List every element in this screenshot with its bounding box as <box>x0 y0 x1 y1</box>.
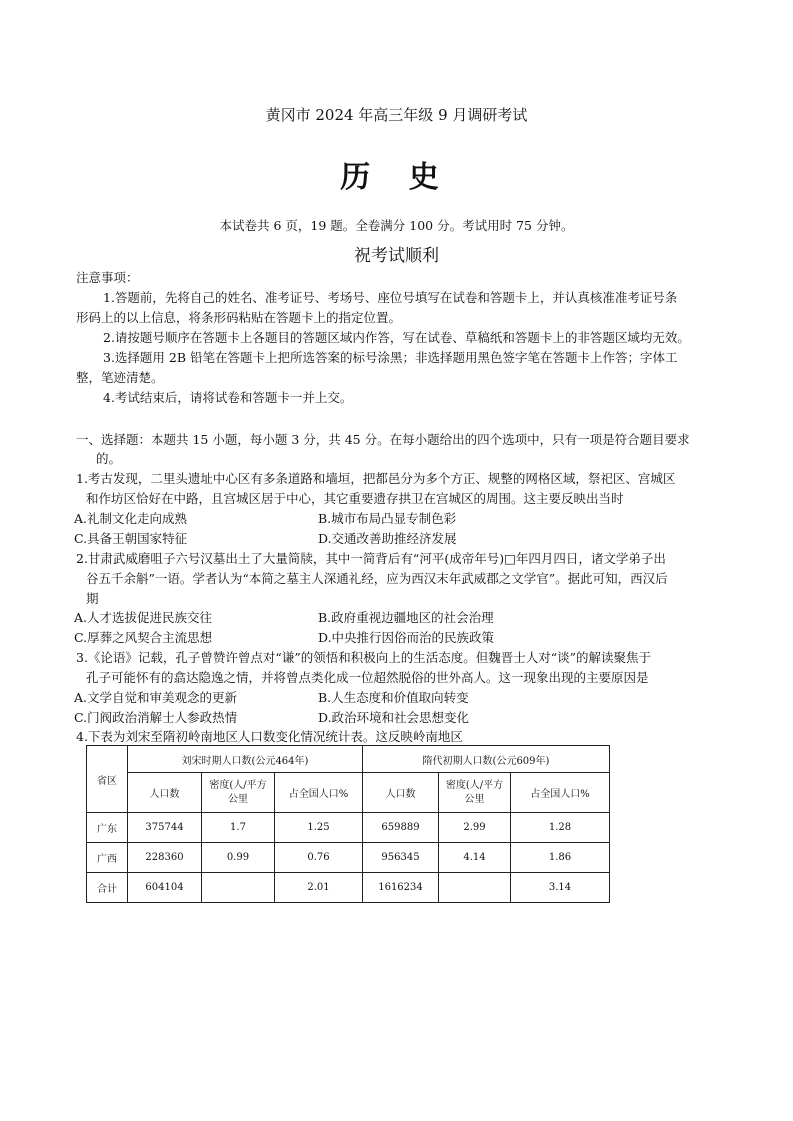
table-cell: 956345 <box>363 843 439 873</box>
question-2-option-a: A.人才选拔促进民族交往 <box>74 610 213 625</box>
table-cell: 228360 <box>128 843 202 873</box>
subject-title: 历 史 <box>340 160 453 195</box>
table-cell: 1.86 <box>511 843 610 873</box>
question-4-stem: 4.下表为刘宋至隋初岭南地区人口数变化情况统计表。这反映岭南地区 <box>76 729 463 744</box>
question-3-stem: 孔子可能怀有的翕达隐逸之情，并将曾点类化成一位超然脱俗的世外高人。这一现象出现的主要原因是 <box>86 670 649 685</box>
exam-info: 本试卷共 6 页，19 题。全卷满分 100 分。考试用时 75 分钟。 <box>219 218 574 233</box>
table-cell <box>202 873 275 903</box>
question-1-option-b: B.城市布局凸显专制色彩 <box>318 511 457 526</box>
table-cell: 0.76 <box>275 843 363 873</box>
question-1-stem: 和作坊区恰好在中路，且宫城区居于中心，其它重要遗存拱卫在宫城区的周围。这主要反映出当时 <box>86 491 624 506</box>
table-row <box>87 843 610 873</box>
table-cell <box>439 873 511 903</box>
table-cell: 0.99 <box>202 843 275 873</box>
question-3-option-d: D.政治环境和社会思想变化 <box>318 710 470 725</box>
table-header-group-sui: 隋代初期人口数(公元609年) <box>363 746 610 773</box>
notice-line: 4.考试结束后，请将试卷和答题卡一并上交。 <box>103 390 353 405</box>
table-subheader: 密度(人/平方公里 <box>439 773 511 813</box>
section-heading-cont: 的。 <box>96 451 122 466</box>
exam-title: 黄冈市 2024 年高三年级 9 月调研考试 <box>265 106 528 124</box>
table-row-name: 合计 <box>87 873 128 903</box>
table-row <box>87 873 610 903</box>
question-2-stem: 谷五千余斛”一语。学者认为“本简之墓主人深通礼经，应为西汉末年武威郡之文学官”。据此可知，西汉后 <box>86 571 668 586</box>
table-header-group-song: 刘宋时期人口数(公元464年) <box>128 746 363 773</box>
table-cell: 659889 <box>363 813 439 843</box>
table-cell: 1.25 <box>275 813 363 843</box>
question-2-option-d: D.中央推行因俗而治的民族政策 <box>318 630 495 645</box>
table-subheader: 人口数 <box>128 773 202 813</box>
question-3-option-b: B.人生态度和价值取向转变 <box>318 690 469 705</box>
table-cell: 2.99 <box>439 813 511 843</box>
question-2-option-c: C.厚葬之风契合主流思想 <box>74 630 213 645</box>
table-cell: 1.28 <box>511 813 610 843</box>
notice-line: 2.请按题号顺序在答题卡上各题目的答题区域内作答，写在试卷、草稿纸和答题卡上的非答题区域均无效。 <box>103 330 690 345</box>
table-cell: 375744 <box>128 813 202 843</box>
table-subheader: 占全国人口% <box>275 773 363 813</box>
question-1-stem: 1.考古发现，二里头遗址中心区有多条道路和墙垣，把都邑分为多个方正、规整的网格区域，祭祀区、宫城区 <box>76 471 676 486</box>
table-cell: 4.14 <box>439 843 511 873</box>
notice-line: 1.答题前，先将自己的姓名、准考证号、考场号、座位号填写在试卷和答题卡上，并认真核准准考证号条 <box>103 290 678 305</box>
table-subheader: 人口数 <box>363 773 439 813</box>
table-cell: 1616234 <box>363 873 439 903</box>
table-row-name: 广西 <box>87 843 128 873</box>
table-header-province: 省区 <box>87 746 128 813</box>
question-1-option-a: A.礼制文化走向成熟 <box>74 511 188 526</box>
notice-line: 整，笔迹清楚。 <box>76 370 164 385</box>
notice-line: 3.选择题用 2B 铅笔在答题卡上把所选答案的标号涂黑；非选择题用黑色签字笔在答题卡上作答；字体工 <box>103 350 678 365</box>
table-row <box>87 813 610 843</box>
question-1-option-d: D.交通改善助推经济发展 <box>318 531 457 546</box>
table-cell: 3.14 <box>511 873 610 903</box>
population-table <box>86 745 610 903</box>
question-2-stem: 2.甘肃武威磨咀子六号汉墓出土了大量简牍，其中一简背后有“河平(成帝年号)□年四月四日，诸文学弟子出 <box>76 551 666 566</box>
question-2-stem: 期 <box>86 591 99 606</box>
table-subheader: 占全国人口% <box>511 773 610 813</box>
table-cell: 1.7 <box>202 813 275 843</box>
question-3-option-c: C.门阀政治消解士人参政热情 <box>74 710 238 725</box>
exam-wish: 祝考试顺利 <box>354 246 439 266</box>
question-2-option-b: B.政府重视边疆地区的社会治理 <box>318 610 494 625</box>
notice-line: 形码上的以上信息，将条形码粘贴在答题卡上的指定位置。 <box>76 310 402 325</box>
table-subheader: 密度(人/平方公里 <box>202 773 275 813</box>
question-1-option-c: C.具备王朝国家特征 <box>74 531 188 546</box>
question-3-stem: 3.《论语》记载，孔子曾赞许曾点对“谦”的领悟和积极向上的生活态度。但魏晋士人对“谈”的解读聚焦于 <box>76 650 651 665</box>
table-row-name: 广东 <box>87 813 128 843</box>
section-heading: 一、选择题：本题共 15 小题，每小题 3 分，共 45 分。在每小题给出的四个选项中，只有一项是符合题目要求 <box>76 432 690 447</box>
table-cell: 604104 <box>128 873 202 903</box>
question-3-option-a: A.文学自觉和审美观念的更新 <box>74 690 238 705</box>
table-cell: 2.01 <box>275 873 363 903</box>
notice-heading: 注意事项： <box>76 270 139 285</box>
